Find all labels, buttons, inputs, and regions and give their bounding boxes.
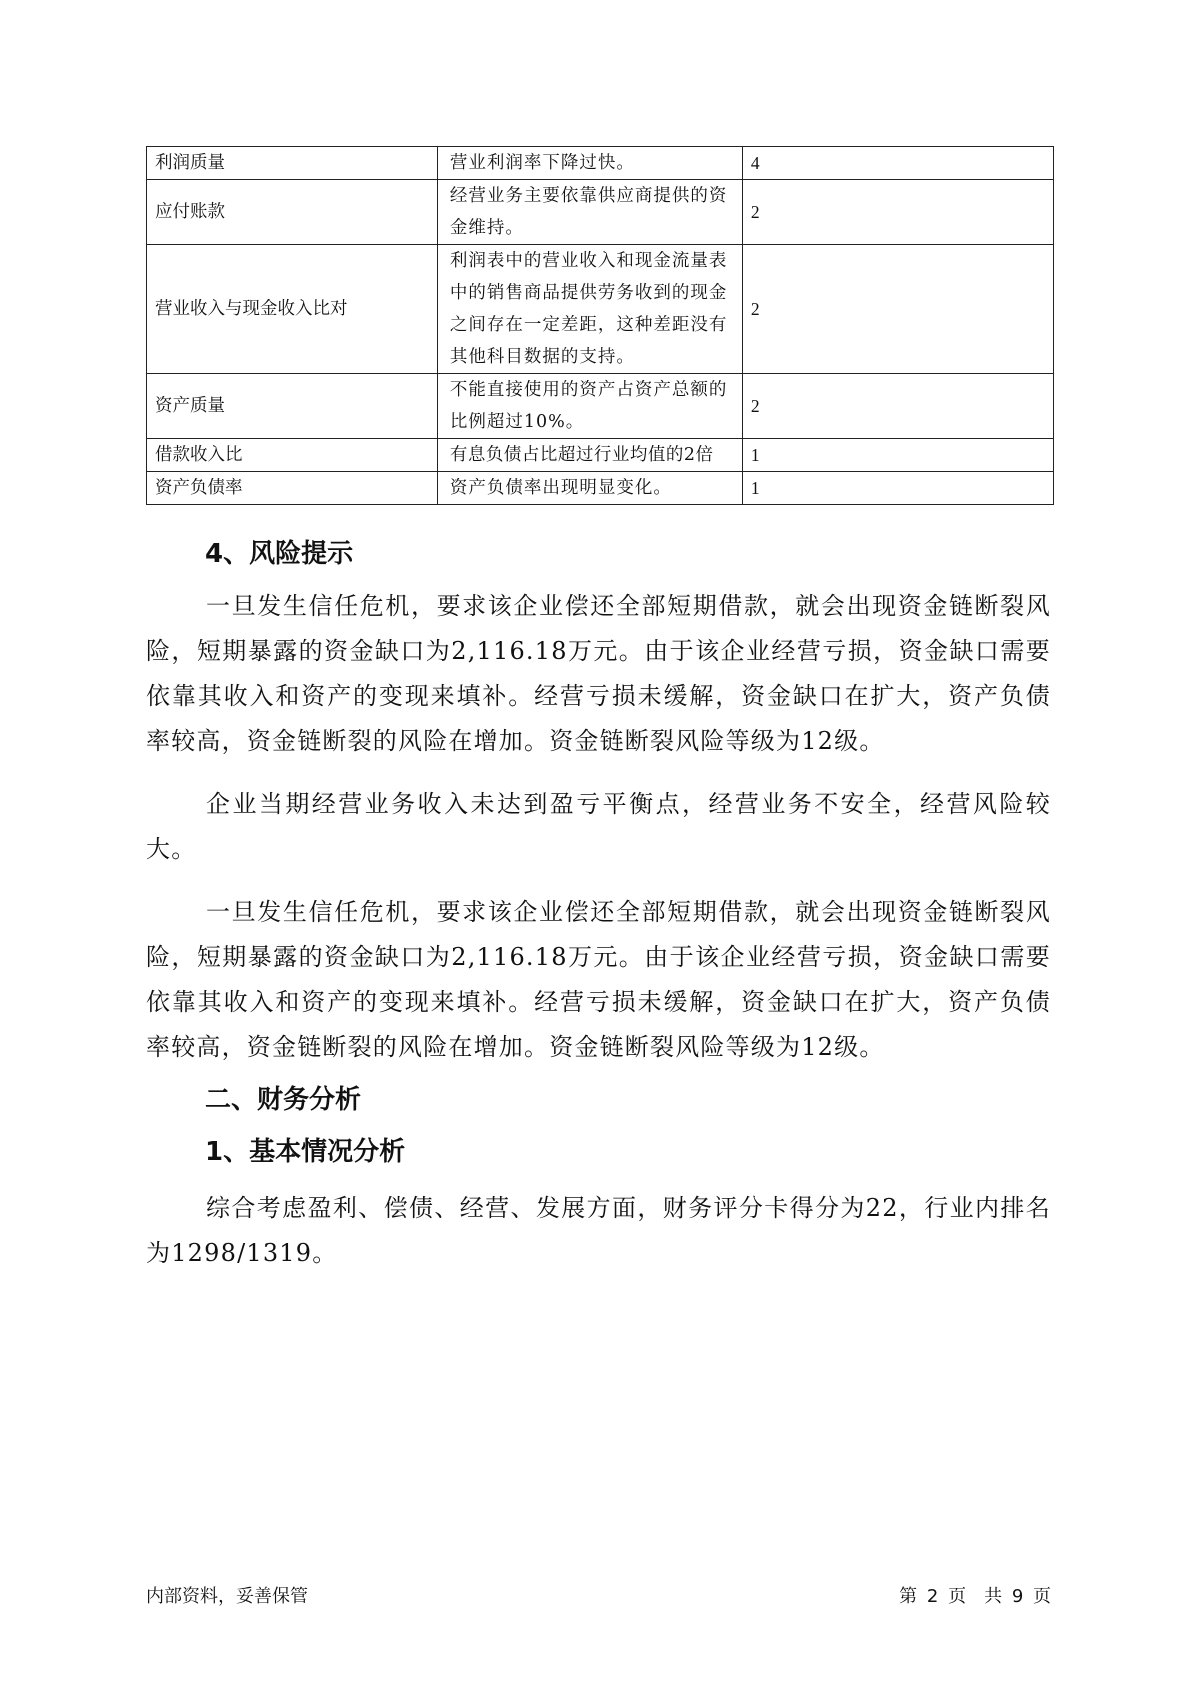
table-cell-desc: 营业利润率下降过快。: [437, 147, 742, 180]
table-row: [147, 245, 1054, 374]
table-cell-item: 营业收入与现金收入比对: [147, 245, 438, 374]
subsection-heading-basic: 1、基本情况分析: [205, 1137, 406, 1167]
risk-indicator-table: [146, 146, 1054, 505]
section-heading-finance: 二、财务分析: [205, 1085, 362, 1115]
table-cell-score: 1: [742, 439, 1053, 472]
table-cell-score: 1: [742, 472, 1053, 505]
table-cell-item: 资产质量: [147, 374, 438, 439]
table-cell-desc: 资产负债率出现明显变化。: [437, 472, 742, 505]
table-row: [147, 439, 1054, 472]
table-cell-desc: 有息负债占比超过行业均值的2倍: [437, 439, 742, 472]
footer-page-number: [895, 1582, 1051, 1608]
table-cell-item: 资产负债率: [147, 472, 438, 505]
finance-paragraph: 综合考虑盈利、偿债、经营、发展方面，财务评分卡得分为22，行业内排名为1298/1319。: [146, 1194, 1051, 1267]
table-cell-desc: 利润表中的营业收入和现金流量表中的销售商品提供劳务收到的现金之间存在一定差距，这种差距没有其他科目数据的支持。: [437, 245, 742, 374]
page-mid: 页 共: [948, 1586, 1003, 1607]
table-cell-item: 借款收入比: [147, 439, 438, 472]
table-row: [147, 147, 1054, 180]
table-cell-desc: 经营业务主要依靠供应商提供的资金维持。: [437, 180, 742, 245]
table-cell-item: 利润质量: [147, 147, 438, 180]
footer-confidential-note: 内部资料，妥善保管: [146, 1586, 308, 1607]
page-total: 9: [1011, 1586, 1024, 1607]
table-cell-desc: 不能直接使用的资产占资产总额的比例超过10%。: [437, 374, 742, 439]
page-suffix: 页: [1033, 1586, 1051, 1607]
table-cell-score: 2: [742, 180, 1053, 245]
document-body: [146, 528, 1051, 1276]
risk-paragraph-1: 一旦发生信任危机，要求该企业偿还全部短期借款，就会出现资金链断裂风险，短期暴露的资金缺口为2,116.18万元。由于该企业经营亏损，资金缺口需要依靠其收入和资产的变现来填补。经营亏损未缓解，资金缺口在扩大，资产负债率较高，资金链断裂的风险在增加。资金链断裂风险等级为12级。: [146, 592, 1051, 755]
table-cell-score: 2: [742, 245, 1053, 374]
page-prefix: 第: [899, 1586, 918, 1607]
risk-paragraph-3: 一旦发生信任危机，要求该企业偿还全部短期借款，就会出现资金链断裂风险，短期暴露的资金缺口为2,116.18万元。由于该企业经营亏损，资金缺口需要依靠其收入和资产的变现来填补。经营亏损未缓解，资金缺口在扩大，资产负债率较高，资金链断裂的风险在增加。资金链断裂风险等级为12级。: [146, 898, 1051, 1061]
table-cell-score: 2: [742, 374, 1053, 439]
table-row: [147, 180, 1054, 245]
table-row: [147, 374, 1054, 439]
risk-paragraph-2: 企业当期经营业务收入未达到盈亏平衡点，经营业务不安全，经营风险较大。: [146, 790, 1051, 863]
section-heading-risk: 4、风险提示: [205, 539, 354, 569]
table-cell-item: 应付账款: [147, 180, 438, 245]
table-cell-score: 4: [742, 147, 1053, 180]
page-current: 2: [926, 1586, 939, 1607]
table-row: [147, 472, 1054, 505]
